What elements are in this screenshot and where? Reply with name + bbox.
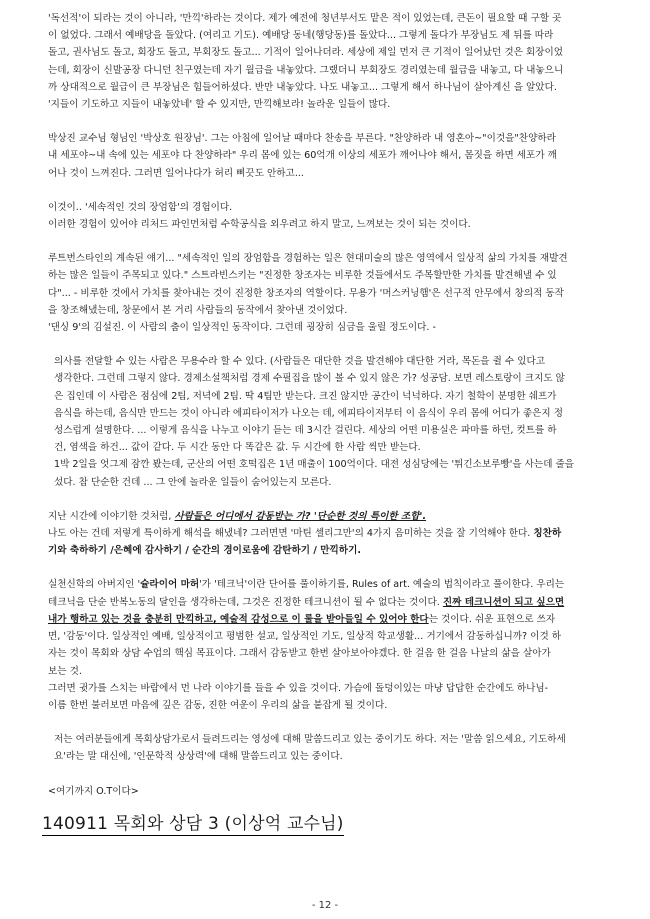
text-line [48, 663, 616, 680]
paragraph [48, 576, 616, 714]
document-body [48, 10, 616, 766]
text-line [48, 165, 616, 182]
text-line [48, 44, 616, 61]
text-line [48, 474, 616, 491]
text-line [48, 319, 616, 336]
text-line [48, 611, 616, 628]
text-line [48, 405, 616, 422]
paragraph [48, 250, 616, 336]
text-line [48, 370, 616, 387]
emphasized-text: 기와 축하하기 /은혜에 감사하기 / 순간의 경이로움에 감탄하기 / 만끽하기. [48, 545, 361, 557]
paragraph [48, 508, 616, 560]
text-line [48, 10, 616, 27]
section-heading: 140911 목회와 상담 3 (이상억 교수님) [42, 809, 344, 836]
text-run: 어나 것이 느껴진다. 그러면 일어나다가 허리 삐끗도 안하고... [48, 167, 304, 179]
text-line [48, 525, 616, 542]
paragraph [48, 130, 616, 182]
text-line [48, 508, 616, 525]
text-line [48, 731, 616, 748]
text-line [48, 628, 616, 645]
text-line [48, 147, 616, 164]
paragraph [48, 731, 616, 765]
text-line [48, 439, 616, 456]
text-line [48, 267, 616, 284]
text-run: 이 없었다. 그래서 예배당을 돌았다. (여리고 기도). 예배당 동네(행당동)를 돌았다... 그렇게 돌다가 부장님도 제 뒤를 따라 [48, 30, 554, 42]
text-run: 그러면 귓가를 스치는 바람에서 먼 나라 이야기를 들을 수 있을 것이다. 가슴에 돌덩이있는 마냥 답답한 순간에도 하나님- [48, 682, 549, 694]
text-line [48, 388, 616, 405]
text-line [48, 697, 616, 714]
text-run: 성스럽게 설명한다. ... 이렇게 음식을 나누고 이야기 듣는 데 3시간 걸린다. 세상의 어떤 미용실은 파마를 하던, 컷트를 하 [54, 425, 557, 437]
text-run: 실천신학의 아버지인 ' [48, 579, 141, 591]
text-line [48, 285, 616, 302]
text-run: 섰다. 참 단순한 건데 ... 그 안에 놀라운 일들이 숨어있는지 모른다. [54, 476, 332, 488]
text-run: 지난 시간에 이야기한 것처럼, [48, 510, 175, 522]
text-line [48, 748, 616, 765]
text-line [48, 456, 616, 473]
text-run: 이름 한번 불러보면 마음에 깊은 감동, 진한 여운이 우리의 삶을 붙잡게 될 것이다. [48, 699, 388, 711]
text-run: 1박 2일을 엇그제 잠깐 봤는데, 군산의 어떤 호떡집은 1년 매출이 100억이다. 대전 성심당에는 '튀긴소보루빵'을 사는데 줄을 [54, 459, 575, 471]
section-note: <여기까지 O.T이다> [48, 785, 139, 797]
emphasized-text: 칭찬하 [533, 528, 562, 540]
text-run: 는 것이다. 쉬운 표현으로 쓰자 [428, 613, 556, 625]
text-run: 음식을 하는데, 음식만 만드는 것이 아니라 에피타이저가 나오는 데, 에피타이저부터 이 음식이 우리 몸에 어디가 좋은지 정 [54, 407, 564, 419]
text-line [48, 216, 616, 233]
text-line [48, 680, 616, 697]
text-run: 테크닉을 단순 반복노동의 달인을 생각하는데, 그것은 진정한 테크니션이 될 수 없다는 것이다. [48, 596, 443, 608]
text-run: 는데, 회장이 신발공장 다니던 친구였는데 자기 월급을 내놓았다. 그랬더니 부회장도 경리였는데 월급을 내놓고, 다 내놓으니 [48, 64, 564, 76]
text-run: 의사를 전달할 수 있는 사람은 무용수라 할 수 있다. (사람들은 대단한 것을 발견해야 대단한 거라, 목돈을 쥘 수 있다고 [54, 356, 546, 368]
page-number: - 12 - [311, 900, 339, 911]
text-run: 이러한 경험이 있어야 리처드 파인먼처럼 수학공식을 외우려고 하지 말고, 느껴보는 것이 되는 것이다. [48, 219, 471, 231]
text-run: '독선적'이 되라는 것이 아니라, '만끽'하라는 것이다. 제가 예전에 청년부서도 맡은 적이 있었는데, 큰돈이 필요할 때 구할 곳 [48, 13, 562, 24]
text-line [48, 576, 616, 593]
text-run: 면, '감동'이다. 일상적인 예배, 일상적이고 평범한 설교, 일상적인 기도, 일상적 학교생활... 거기에서 감동하십니까? 이것 하 [48, 631, 562, 643]
text-run: 루트번스타인의 계속된 얘기... "세속적인 일의 장엄함을 경험하는 일은 현대미술의 많은 영역에서 일상적 삶의 가치를 재발견 [48, 253, 568, 265]
document-page [42, 10, 616, 836]
paragraph [48, 199, 616, 233]
text-line [48, 594, 616, 611]
text-run: 은 집인데 이 사람은 점심에 2팀, 저녁에 2팀. 딱 4팀만 받는다. 크진 않지만 공간이 넉넉하다. 자기 철학이 분명한 쉐프가 [54, 390, 557, 402]
emphasized-text: 내가 행하고 있는 것을 충분히 만끽하고, 예술적 감성으로 이 룰을 받아들일 수 있어야 한다 [48, 613, 429, 625]
text-line [48, 199, 616, 216]
text-run: '가 '테크닉'이란 단어를 풀이하기를, Rules of art. 예술의 법칙이라고 풀이한다. 우리는 [199, 579, 565, 591]
text-line [48, 542, 616, 559]
text-line [48, 353, 616, 370]
text-run: 까 상대적으로 월급이 큰 부장님은 힘들어하셨다. 반만 내놓았다. 나도 내놓고... 그렇게 해서 하나님이 살아계신 을 알았다. [48, 81, 557, 93]
text-run: 박상진 교수님 형님인 '박상호 원장님'. 그는 아침에 일어날 때마다 찬송을 부른다. "찬양하라 내 영혼아~"이것을"찬양하라 [48, 133, 556, 145]
paragraph [48, 353, 616, 491]
text-run: 요'라는 말 대신에, '인문학적 상상력'에 대해 말씀드리고 있는 중이다. [54, 751, 343, 763]
text-line [48, 96, 616, 113]
text-line [48, 250, 616, 267]
text-line [48, 422, 616, 439]
text-run: '댄싱 9'의 김설진. 이 사람의 춤이 일상적인 동작이다. 그런데 굉장히 심금을 울릴 정도이다. - [48, 322, 436, 334]
text-run: '지들이 기도하고 지들이 내놓았네' 할 수 있지만, 만끽해보라! 놀라운 일들이 많다. [48, 99, 391, 111]
text-run: 저는 여러분들에게 목회상담가로서 들려드리는 영성에 대해 말씀드리고 있는 중이기도 하다. 저는 '말씀 읽으세요, 기도하세 [54, 734, 566, 746]
text-run: 을 창조해냈는데, 창문에서 본 거리 사람들의 동작에서 찾아낸 것이었다. [48, 304, 348, 316]
emphasized-text: 진짜 테크니션이 되고 싶으면 [442, 596, 565, 608]
text-run: 내 세포야~내 속에 있는 세포야 다 찬양하라" 우리 몸에 있는 60억개 이상의 세포가 깨어나야 해서, 몸짓을 하면 세포가 깨 [48, 150, 557, 162]
text-line [48, 79, 616, 96]
emphasized-text: 슐라이어 마허 [140, 579, 200, 591]
text-run: 보는 것. [48, 665, 82, 677]
text-run: 건, 염색을 하건... 값이 같다. 두 시간 동안 다 똑같은 값. 두 시간에 한 사람 씩만 받는다. [54, 442, 421, 454]
text-line [48, 302, 616, 319]
text-line [48, 645, 616, 662]
text-line [48, 130, 616, 147]
text-run: 하는 많은 일들이 주목되고 있다." 스트라빈스키는 "진정한 창조자는 비루한 것들에서도 주목할만한 가치를 발견해낼 수 있 [48, 270, 557, 282]
emphasized-text: 사람들은 어디에서 감동받는 가? '단순한 것의 특이한 조합'. [174, 510, 427, 522]
text-run: 이것이.. '세속적인 것의 장엄함'의 경험이다. [48, 201, 233, 213]
paragraph [48, 10, 616, 113]
text-run: 자는 것이 목회와 상담 수업의 핵심 목표이다. 그래서 감동받고 한번 살아보아야겠다. 한 걸음 한 걸음 나날의 삶을 살아가 [48, 648, 551, 660]
text-run: 돌고, 권사님도 돌고, 회장도 돌고, 부회장도 돌고... 기적이 일어나더라. 세상에 제일 먼저 큰 기적이 일어났던 것은 회장이었 [48, 47, 563, 59]
text-line [48, 27, 616, 44]
text-line [48, 62, 616, 79]
text-run: 나도 아는 건데 저렇게 특이하게 해석을 해냈네? 그러면면 '마틴 셀리그만'의 4가지 음미하는 것을 잘 기억해야 한다. [48, 528, 534, 540]
text-run: 생각한다. 그런데 그렇지 않다. 경제소설책처럼 경제 수필집을 많이 볼 수 있지 않은 가? 성공담. 보면 레스토랑이 크지도 않 [54, 373, 565, 385]
text-run: 다"... - 비루한 것에서 가치를 찾아내는 것이 진정한 창조자의 역할이다. 무용가 '머스커닝햄'은 선구적 안무에서 창의적 동작 [48, 287, 564, 299]
